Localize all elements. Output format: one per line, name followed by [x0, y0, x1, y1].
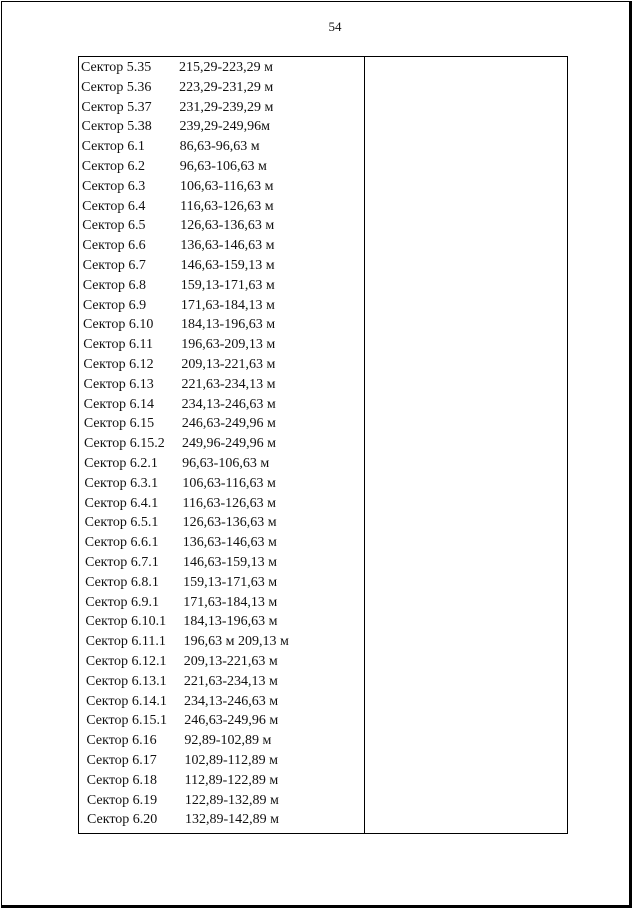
sector-range: 86,63-96,63 м — [179, 139, 260, 155]
sector-name: Сектор 6.12.1 — [85, 654, 167, 669]
sector-range: 221,63-234,13 м — [181, 376, 276, 392]
sector-name: Сектор 6.6 — [82, 238, 146, 254]
sector-range: 246,63-249,96 м — [181, 416, 276, 432]
sector-name: Сектор 5.35 — [81, 60, 152, 75]
sector-name: Сектор 6.12 — [83, 357, 154, 372]
sector-range: 159,13-171,63 м — [183, 574, 278, 590]
sector-range: 223,29-231,29 м — [179, 79, 274, 95]
sector-range: 246,63-249,96 м — [184, 713, 279, 729]
sector-name: Сектор 6.10 — [83, 317, 154, 333]
sector-name: Сектор 6.4 — [82, 198, 146, 214]
sector-name: Сектор 6.3 — [81, 178, 146, 194]
sector-name: Сектор 6.8 — [82, 277, 147, 293]
sector-table — [78, 56, 568, 834]
sector-range: 112,89-122,89 м — [184, 772, 279, 788]
sector-name: Сектор 6.5 — [82, 218, 146, 234]
sector-name: Сектор 6.15.1 — [86, 713, 167, 729]
sector-name: Сектор 6.13 — [83, 376, 154, 392]
sector-name: Сектор 6.10.1 — [85, 614, 167, 630]
sector-range: 171,63-184,13 м — [183, 594, 278, 610]
sector-range: 209,13-221,63 м — [183, 654, 278, 669]
sector-range: 116,63-126,63 м — [180, 198, 274, 214]
sector-name: Сектор 6.15.2 — [84, 436, 165, 452]
sector-name: Сектор 6.19 — [86, 792, 158, 808]
sector-name: Сектор 6.1 — [81, 139, 145, 155]
sector-range: 231,29-239,29 м — [179, 99, 274, 115]
sector-range: 171,63-184,13 м — [180, 297, 275, 313]
sector-range: 102,89-112,89 м — [184, 753, 279, 768]
sector-name: Сектор 6.13.1 — [85, 673, 167, 689]
sector-name: Сектор 6.6.1 — [84, 535, 159, 551]
sector-range: 215,29-223,29 м — [179, 60, 274, 75]
sector-range: 234,13-246,63 м — [181, 396, 276, 412]
sector-range: 106,63-116,63 м — [182, 475, 276, 491]
sector-name: Сектор 6.11.1 — [85, 634, 166, 650]
sector-name: Сектор 6.7 — [82, 258, 146, 273]
sector-range: 209,13-221,63 м — [181, 357, 276, 372]
sector-name: Сектор 6.15 — [83, 416, 155, 432]
sector-range: 239,29-249,96м — [179, 119, 270, 135]
sector-name: Сектор 6.7.1 — [84, 555, 159, 570]
sector-range: 146,63-159,13 м — [182, 555, 277, 570]
sector-range: 136,63-146,63 м — [180, 238, 275, 254]
sector-name: Сектор 6.9.1 — [85, 594, 160, 610]
sector-range: 96,63-106,63 м — [179, 159, 267, 174]
sector-name: Сектор 6.9 — [82, 297, 147, 313]
sector-name: Сектор 6.11 — [83, 337, 153, 353]
sector-range: 249,96-249,96 м — [182, 436, 277, 452]
sector-range: 116,63-126,63 м — [182, 495, 276, 511]
sector-name: Сектор 6.3.1 — [84, 475, 159, 491]
sector-range: 126,63-136,63 м — [180, 218, 275, 234]
sector-name: Сектор 6.14 — [83, 396, 154, 412]
sector-name: Сектор 5.37 — [81, 99, 152, 115]
sector-range: 196,63 м 209,13 м — [183, 634, 289, 650]
column-divider — [364, 57, 365, 833]
sector-name: Сектор 6.16 — [86, 733, 157, 749]
sector-range: 234,13-246,63 м — [184, 693, 279, 709]
sector-range: 146,63-159,13 м — [180, 258, 275, 273]
sector-range: 184,13-196,63 м — [181, 317, 276, 333]
sector-name: Сектор 6.20 — [87, 812, 158, 828]
sector-name: Сектор 6.8.1 — [85, 574, 159, 590]
sector-range: 196,63-209,13 м — [181, 337, 276, 353]
sector-range: 136,63-146,63 м — [182, 535, 277, 551]
page-number: 54 — [328, 19, 342, 34]
sector-range: 122,89-132,89 м — [184, 792, 279, 808]
sector-range: 132,89-142,89 м — [185, 812, 280, 828]
sector-range: 126,63-136,63 м — [182, 515, 277, 531]
sector-range: 96,63-106,63 м — [182, 456, 270, 471]
sector-range: 92,89-102,89 м — [184, 733, 272, 749]
sector-name: Сектор 6.2 — [81, 159, 146, 174]
sector-range: 159,13-171,63 м — [180, 277, 275, 293]
sector-range: 184,13-196,63 м — [183, 614, 278, 630]
sector-range: 221,63-234,13 м — [183, 673, 278, 689]
sector-name: Сектор 6.2.1 — [84, 456, 158, 471]
sector-name: Сектор 6.14.1 — [86, 693, 167, 709]
sector-name: Сектор 5.38 — [81, 119, 152, 135]
sector-range: 106,63-116,63 м — [179, 178, 274, 194]
sector-name: Сектор 6.17 — [86, 753, 157, 768]
sector-name: Сектор 5.36 — [81, 79, 152, 95]
sector-name: Сектор 6.5.1 — [84, 515, 159, 531]
sector-name: Сектор 6.18 — [86, 772, 157, 788]
sector-name: Сектор 6.4.1 — [84, 495, 159, 511]
